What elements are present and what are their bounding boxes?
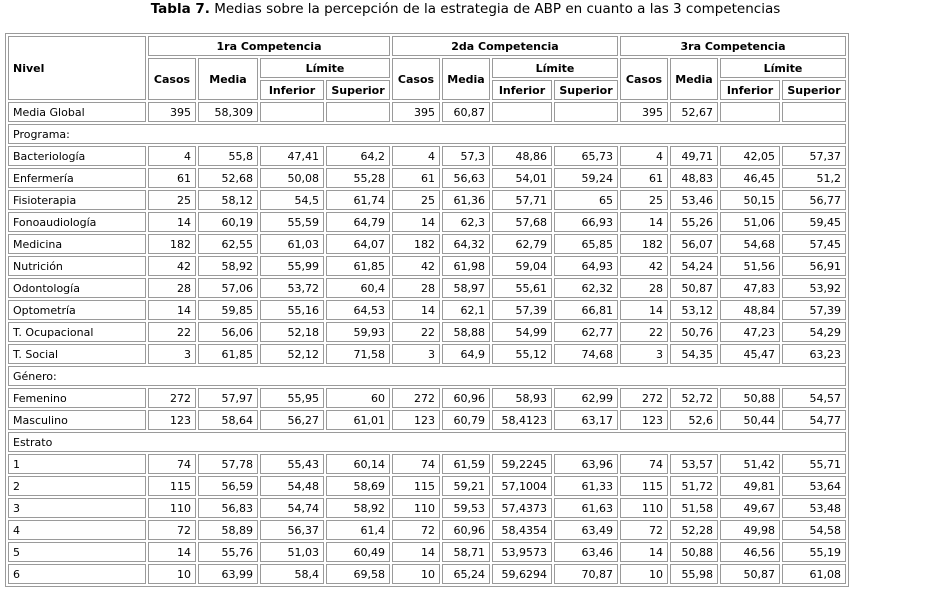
table-cell: 55,19 [782, 542, 846, 562]
table-cell: 182 [392, 234, 440, 254]
table-cell: 65,85 [554, 234, 618, 254]
table-cell: 14 [620, 300, 668, 320]
table-cell: 63,17 [554, 410, 618, 430]
table-cell: 47,23 [720, 322, 780, 342]
row-label: Femenino [8, 388, 146, 408]
table-cell: 14 [620, 212, 668, 232]
table-cell: 70,87 [554, 564, 618, 584]
table-cell: 61,4 [326, 520, 390, 540]
table-cell: 56,59 [198, 476, 258, 496]
table-cell: 58,309 [198, 102, 258, 122]
row-label: 6 [8, 564, 146, 584]
table-cell: 69,58 [326, 564, 390, 584]
table-row [8, 300, 846, 320]
table-cell: 62,79 [492, 234, 552, 254]
table-cell: 3 [392, 344, 440, 364]
table-row [8, 278, 846, 298]
table-cell: 110 [392, 498, 440, 518]
table-row [8, 476, 846, 496]
table-cell: 58,4354 [492, 520, 552, 540]
table-cell: 22 [148, 322, 196, 342]
table-cell [260, 102, 324, 122]
header-competencia-2: 2da Competencia [392, 36, 618, 56]
table-cell: 55,76 [198, 542, 258, 562]
table-cell: 64,93 [554, 256, 618, 276]
row-label: Odontología [8, 278, 146, 298]
table-cell: 182 [620, 234, 668, 254]
table-cell: 58,88 [442, 322, 490, 342]
table-cell: 62,99 [554, 388, 618, 408]
table-cell: 58,93 [492, 388, 552, 408]
table-cell: 52,67 [670, 102, 718, 122]
table-cell: 123 [620, 410, 668, 430]
table-cell: 57,1004 [492, 476, 552, 496]
header-limite: Límite [492, 58, 618, 78]
table-cell: 182 [148, 234, 196, 254]
table-cell: 53,72 [260, 278, 324, 298]
table-cell: 59,93 [326, 322, 390, 342]
table-cell: 60,79 [442, 410, 490, 430]
table-cell: 57,06 [198, 278, 258, 298]
table-cell: 58,4 [260, 564, 324, 584]
header-casos: Casos [392, 58, 440, 100]
table-cell: 63,99 [198, 564, 258, 584]
header-media: Media [670, 58, 718, 100]
table-row [8, 234, 846, 254]
row-label: Media Global [8, 102, 146, 122]
table-cell: 57,37 [782, 146, 846, 166]
table-cell: 61 [148, 168, 196, 188]
table-cell: 4 [148, 146, 196, 166]
table-cell: 61,63 [554, 498, 618, 518]
table-cell: 61,59 [442, 454, 490, 474]
table-cell: 56,63 [442, 168, 490, 188]
table-cell: 65 [554, 190, 618, 210]
table-cell: 272 [392, 388, 440, 408]
table-cell: 61,85 [198, 344, 258, 364]
table-row [8, 498, 846, 518]
table-cell: 272 [620, 388, 668, 408]
row-label: 1 [8, 454, 146, 474]
header-nivel: Nivel [8, 36, 146, 100]
table-row [8, 344, 846, 364]
table-cell: 55,98 [670, 564, 718, 584]
table-cell: 46,56 [720, 542, 780, 562]
table-cell: 55,8 [198, 146, 258, 166]
table-cell: 53,57 [670, 454, 718, 474]
section-title: Estrato [8, 432, 846, 452]
table-cell: 63,23 [782, 344, 846, 364]
table-cell: 57,39 [492, 300, 552, 320]
table-cell: 50,88 [720, 388, 780, 408]
table-cell: 14 [148, 212, 196, 232]
table-cell: 48,84 [720, 300, 780, 320]
table-cell: 54,99 [492, 322, 552, 342]
row-label: T. Social [8, 344, 146, 364]
table-cell [554, 102, 618, 122]
table-cell: 59,04 [492, 256, 552, 276]
table-cell: 55,16 [260, 300, 324, 320]
table-cell: 60,87 [442, 102, 490, 122]
header-inferior: Inferior [492, 80, 552, 100]
table-cell: 14 [148, 300, 196, 320]
table-cell: 58,12 [198, 190, 258, 210]
table-cell: 61,01 [326, 410, 390, 430]
table-cell: 61 [392, 168, 440, 188]
table-cell: 61,85 [326, 256, 390, 276]
table-cell: 74,68 [554, 344, 618, 364]
table-cell: 14 [392, 212, 440, 232]
header-casos: Casos [620, 58, 668, 100]
table-cell: 61,08 [782, 564, 846, 584]
table-cell: 4 [392, 146, 440, 166]
table-cell: 14 [392, 300, 440, 320]
table-cell: 60,96 [442, 520, 490, 540]
table-row [8, 146, 846, 166]
row-label: 4 [8, 520, 146, 540]
table-cell: 42 [148, 256, 196, 276]
table-row [8, 410, 846, 430]
table-cell: 57,45 [782, 234, 846, 254]
table-cell: 25 [392, 190, 440, 210]
table-cell: 61 [620, 168, 668, 188]
table-cell: 395 [392, 102, 440, 122]
table-row [8, 256, 846, 276]
table-cell: 58,89 [198, 520, 258, 540]
table-cell: 50,15 [720, 190, 780, 210]
table-row [8, 564, 846, 584]
table-cell: 54,29 [782, 322, 846, 342]
table-cell: 50,87 [670, 278, 718, 298]
results-table [5, 33, 849, 587]
table-cell: 3 [148, 344, 196, 364]
table-cell: 56,91 [782, 256, 846, 276]
table-cell: 53,12 [670, 300, 718, 320]
table-cell: 54,68 [720, 234, 780, 254]
table-cell: 57,4373 [492, 498, 552, 518]
section-row [8, 432, 846, 452]
row-label: Fisioterapia [8, 190, 146, 210]
table-cell: 61,03 [260, 234, 324, 254]
table-cell: 55,28 [326, 168, 390, 188]
table-cell: 58,97 [442, 278, 490, 298]
header-inferior: Inferior [720, 80, 780, 100]
table-cell: 74 [620, 454, 668, 474]
table-cell: 14 [620, 542, 668, 562]
table-cell: 53,9573 [492, 542, 552, 562]
table-cell: 54,57 [782, 388, 846, 408]
table-row [8, 322, 846, 342]
table-cell: 66,81 [554, 300, 618, 320]
table-cell: 52,68 [198, 168, 258, 188]
table-cell: 110 [148, 498, 196, 518]
table-cell: 272 [148, 388, 196, 408]
table-cell: 55,99 [260, 256, 324, 276]
table-cell: 74 [392, 454, 440, 474]
table-cell: 51,06 [720, 212, 780, 232]
table-cell: 61,98 [442, 256, 490, 276]
header-media: Media [442, 58, 490, 100]
table-cell: 52,72 [670, 388, 718, 408]
table-cell: 42 [392, 256, 440, 276]
table-cell: 61,33 [554, 476, 618, 496]
table-cell: 53,46 [670, 190, 718, 210]
table-cell: 64,32 [442, 234, 490, 254]
table-cell: 48,86 [492, 146, 552, 166]
table-cell: 50,44 [720, 410, 780, 430]
table-row [8, 454, 846, 474]
table-cell: 25 [148, 190, 196, 210]
table-cell: 62,32 [554, 278, 618, 298]
table-cell: 63,46 [554, 542, 618, 562]
table-cell: 42 [620, 256, 668, 276]
table-cell: 51,56 [720, 256, 780, 276]
table-cell: 123 [148, 410, 196, 430]
table-cell: 51,42 [720, 454, 780, 474]
header-competencia-3: 3ra Competencia [620, 36, 846, 56]
table-cell: 50,76 [670, 322, 718, 342]
table-cell: 56,27 [260, 410, 324, 430]
table-cell: 395 [620, 102, 668, 122]
header-superior: Superior [326, 80, 390, 100]
caption-text: Medias sobre la percepción de la estrategia de ABP en cuanto a las 3 competencias [214, 1, 781, 17]
table-cell: 62,55 [198, 234, 258, 254]
table-cell: 59,85 [198, 300, 258, 320]
header-superior: Superior [782, 80, 846, 100]
table-cell: 59,6294 [492, 564, 552, 584]
header-limite: Límite [260, 58, 390, 78]
table-cell: 56,37 [260, 520, 324, 540]
table-cell: 59,53 [442, 498, 490, 518]
row-label: Nutrición [8, 256, 146, 276]
row-label: Enfermería [8, 168, 146, 188]
table-cell: 3 [620, 344, 668, 364]
table-cell: 54,48 [260, 476, 324, 496]
section-row [8, 124, 846, 144]
table-cell: 54,5 [260, 190, 324, 210]
header-media: Media [198, 58, 258, 100]
table-cell: 57,71 [492, 190, 552, 210]
table-cell: 54,24 [670, 256, 718, 276]
table-cell: 57,3 [442, 146, 490, 166]
table-cell: 61,36 [442, 190, 490, 210]
table-cell: 72 [148, 520, 196, 540]
table-cell: 49,81 [720, 476, 780, 496]
table-cell: 55,71 [782, 454, 846, 474]
table-cell [720, 102, 780, 122]
table-cell: 47,41 [260, 146, 324, 166]
table-cell: 115 [148, 476, 196, 496]
table-cell: 65,73 [554, 146, 618, 166]
table-cell: 72 [620, 520, 668, 540]
table-row [8, 190, 846, 210]
table-cell: 52,12 [260, 344, 324, 364]
table-cell: 55,59 [260, 212, 324, 232]
table-cell: 59,21 [442, 476, 490, 496]
header-competencia-1: 1ra Competencia [148, 36, 390, 56]
table-cell: 58,4123 [492, 410, 552, 430]
table-row [8, 212, 846, 232]
table-cell: 64,79 [326, 212, 390, 232]
table-cell: 56,83 [198, 498, 258, 518]
table-cell: 48,83 [670, 168, 718, 188]
table-cell: 58,92 [326, 498, 390, 518]
table-cell: 42,05 [720, 146, 780, 166]
table-cell: 58,71 [442, 542, 490, 562]
table-cell: 64,9 [442, 344, 490, 364]
caption-label: Tabla 7. [150, 1, 210, 17]
table-cell: 64,07 [326, 234, 390, 254]
table-cell: 57,78 [198, 454, 258, 474]
table-cell [326, 102, 390, 122]
table-cell: 74 [148, 454, 196, 474]
table-cell: 47,83 [720, 278, 780, 298]
table-cell: 51,72 [670, 476, 718, 496]
table-cell: 56,77 [782, 190, 846, 210]
table-cell: 52,28 [670, 520, 718, 540]
table-cell: 60,14 [326, 454, 390, 474]
row-label: 2 [8, 476, 146, 496]
table-cell: 52,18 [260, 322, 324, 342]
table-cell: 10 [148, 564, 196, 584]
row-label: Optometría [8, 300, 146, 320]
table-header [8, 36, 846, 100]
table-row [8, 520, 846, 540]
table-cell: 54,58 [782, 520, 846, 540]
table-cell: 64,2 [326, 146, 390, 166]
table-cell: 50,88 [670, 542, 718, 562]
table-cell: 51,2 [782, 168, 846, 188]
table-cell: 59,45 [782, 212, 846, 232]
table-cell: 51,03 [260, 542, 324, 562]
table-cell: 53,64 [782, 476, 846, 496]
table-cell: 55,61 [492, 278, 552, 298]
table-cell: 65,24 [442, 564, 490, 584]
table-cell: 57,97 [198, 388, 258, 408]
table-cell: 14 [148, 542, 196, 562]
table-row [8, 542, 846, 562]
table-cell: 10 [620, 564, 668, 584]
table-cell: 51,58 [670, 498, 718, 518]
table-cell: 60,4 [326, 278, 390, 298]
table-cell: 123 [392, 410, 440, 430]
table-cell: 58,69 [326, 476, 390, 496]
row-label: Bacteriología [8, 146, 146, 166]
table-cell: 54,01 [492, 168, 552, 188]
table-cell: 28 [392, 278, 440, 298]
table-cell: 28 [620, 278, 668, 298]
table-cell: 56,06 [198, 322, 258, 342]
table-cell: 54,35 [670, 344, 718, 364]
table-cell: 53,48 [782, 498, 846, 518]
table-cell: 115 [392, 476, 440, 496]
table-row [8, 168, 846, 188]
table-cell: 55,43 [260, 454, 324, 474]
table-body [8, 102, 846, 584]
table-cell: 395 [148, 102, 196, 122]
table-caption [0, 1, 931, 18]
row-label: T. Ocupacional [8, 322, 146, 342]
table-cell: 25 [620, 190, 668, 210]
table-cell: 54,74 [260, 498, 324, 518]
table-row [8, 102, 846, 122]
section-title: Programa: [8, 124, 846, 144]
table-cell: 57,39 [782, 300, 846, 320]
table-cell: 58,92 [198, 256, 258, 276]
table-cell: 53,92 [782, 278, 846, 298]
table-cell: 62,3 [442, 212, 490, 232]
table-cell: 115 [620, 476, 668, 496]
row-label: Medicina [8, 234, 146, 254]
table-cell: 49,98 [720, 520, 780, 540]
table-cell [492, 102, 552, 122]
table-cell: 55,26 [670, 212, 718, 232]
table-cell: 22 [392, 322, 440, 342]
row-label: Masculino [8, 410, 146, 430]
table-cell: 28 [148, 278, 196, 298]
table-cell: 110 [620, 498, 668, 518]
table-cell: 52,6 [670, 410, 718, 430]
table-cell: 72 [392, 520, 440, 540]
table-cell: 61,74 [326, 190, 390, 210]
row-label: 3 [8, 498, 146, 518]
table-cell: 50,08 [260, 168, 324, 188]
table-cell: 60,96 [442, 388, 490, 408]
table-cell: 71,58 [326, 344, 390, 364]
table-cell: 60,19 [198, 212, 258, 232]
table-cell: 63,49 [554, 520, 618, 540]
table-cell: 46,45 [720, 168, 780, 188]
table-cell: 62,1 [442, 300, 490, 320]
header-inferior: Inferior [260, 80, 324, 100]
table-cell: 4 [620, 146, 668, 166]
table-cell [782, 102, 846, 122]
table-cell: 59,24 [554, 168, 618, 188]
table-cell: 55,12 [492, 344, 552, 364]
table-cell: 22 [620, 322, 668, 342]
table-cell: 50,87 [720, 564, 780, 584]
row-label: Fonoaudiología [8, 212, 146, 232]
table-cell: 57,68 [492, 212, 552, 232]
section-row [8, 366, 846, 386]
table-cell: 49,71 [670, 146, 718, 166]
table-cell: 14 [392, 542, 440, 562]
table-cell: 58,64 [198, 410, 258, 430]
table-cell: 59,2245 [492, 454, 552, 474]
header-casos: Casos [148, 58, 196, 100]
row-label: 5 [8, 542, 146, 562]
table-cell: 64,53 [326, 300, 390, 320]
table-cell: 55,95 [260, 388, 324, 408]
table-cell: 54,77 [782, 410, 846, 430]
header-superior: Superior [554, 80, 618, 100]
table-cell: 10 [392, 564, 440, 584]
table-cell: 60 [326, 388, 390, 408]
table-cell: 63,96 [554, 454, 618, 474]
section-title: Género: [8, 366, 846, 386]
table-cell: 60,49 [326, 542, 390, 562]
table-cell: 45,47 [720, 344, 780, 364]
header-limite: Límite [720, 58, 846, 78]
table-cell: 66,93 [554, 212, 618, 232]
table-row [8, 388, 846, 408]
table-cell: 62,77 [554, 322, 618, 342]
table-cell: 56,07 [670, 234, 718, 254]
table-cell: 49,67 [720, 498, 780, 518]
